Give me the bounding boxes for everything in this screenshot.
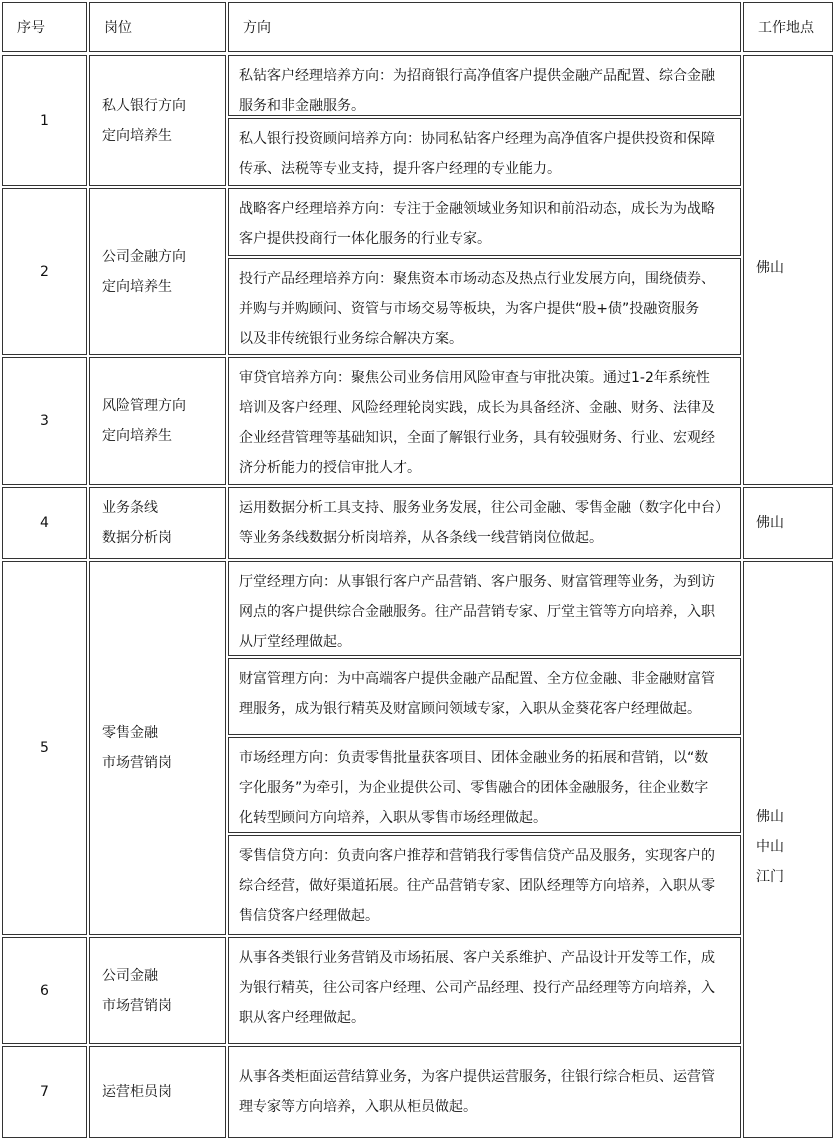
direction-cell <box>228 737 741 833</box>
seq-cell <box>2 188 87 355</box>
position-line: 公司金融 <box>102 967 158 984</box>
seq-cell <box>2 55 87 186</box>
direction-line: 从事各类银行业务营销及市场拓展、客户关系维护、产品设计开发等工作，成 <box>239 950 715 966</box>
direction-cell <box>228 258 741 355</box>
position-line: 公司金融方向 <box>102 248 186 265</box>
seq-value: 4 <box>40 515 49 531</box>
seq-value: 3 <box>40 413 49 429</box>
direction-line: 等业务条线数据分析岗培养，从各条线一线营销岗位做起。 <box>239 530 603 546</box>
position-line: 运营柜员岗 <box>102 1084 172 1100</box>
location-value: 佛山 <box>756 260 784 276</box>
seq-cell <box>2 937 87 1044</box>
position-line: 定向培养生 <box>102 127 172 144</box>
direction-line: 市场经理方向：负责零售批量获客项目、团体金融业务的拓展和营销，以“数 <box>239 750 709 766</box>
header-seq-label: 序号 <box>17 20 45 36</box>
direction-line: 培训及客户经理、风险经理轮岗实践，成长为具备经济、金融、财务、法律及 <box>239 400 715 416</box>
direction-line: 职从客户经理做起。 <box>239 1010 365 1026</box>
direction-cell <box>228 658 741 735</box>
direction-cell <box>228 937 741 1044</box>
header-direction <box>228 2 741 52</box>
position-line: 零售金融 <box>102 725 158 741</box>
position-cell <box>89 1046 226 1138</box>
direction-line: 审贷官培养方向：聚焦公司业务信用风险审查与审批决策。通过1-2年系统性 <box>239 370 710 386</box>
direction-line: 企业经营管理等基础知识，全面了解银行业务，具有较强财务、行业、宏观经 <box>239 430 715 446</box>
header-location <box>743 2 833 52</box>
position-cell <box>89 937 226 1044</box>
direction-line: 济分析能力的授信审批人才。 <box>239 460 421 476</box>
direction-line: 网点的客户提供综合金融服务。往产品营销专家、厅堂主管等方向培养，入职 <box>239 604 715 620</box>
direction-line: 客户提供投商行一体化服务的行业专家。 <box>239 231 491 247</box>
direction-line: 综合经营，做好渠道拓展。往产品营销专家、团队经理等方向培养，入职从零 <box>239 878 715 894</box>
location-value: 江门 <box>756 869 784 885</box>
header-seq <box>2 2 87 52</box>
direction-line: 售信贷客户经理做起。 <box>239 908 379 924</box>
position-line: 市场营销岗 <box>102 997 172 1014</box>
position-line: 市场营销岗 <box>102 755 172 771</box>
direction-line: 字化服务”为牵引，为企业提供公司、零售融合的团体金融服务，往企业数字 <box>239 780 709 796</box>
seq-cell <box>2 357 87 485</box>
location-cell <box>743 561 833 1138</box>
direction-line: 并购与并购顾问、资管与市场交易等板块，为客户提供“股+债”投融资服务 <box>239 301 700 317</box>
direction-line: 运用数据分析工具支持、服务业务发展，往公司金融、零售金融（数字化中台） <box>239 500 729 516</box>
location-value: 佛山 <box>756 515 784 531</box>
position-cell <box>89 561 226 935</box>
direction-cell <box>228 357 741 485</box>
header-location-label: 工作地点 <box>758 20 814 36</box>
seq-cell <box>2 487 87 559</box>
direction-line: 以及非传统银行业务综合解决方案。 <box>239 331 463 347</box>
position-cell <box>89 55 226 186</box>
direction-line: 从事各类柜面运营结算业务，为客户提供运营服务，往银行综合柜员、运营管 <box>239 1069 715 1085</box>
header-position <box>89 2 226 52</box>
direction-line: 理专家等方向培养，入职从柜员做起。 <box>239 1099 477 1115</box>
direction-cell <box>228 487 741 559</box>
direction-line: 零售信贷方向：负责向客户推荐和营销我行零售信贷产品及服务，实现客户的 <box>239 848 715 864</box>
position-line: 业务条线 <box>102 500 158 516</box>
direction-cell <box>228 835 741 935</box>
direction-line: 从厅堂经理做起。 <box>239 634 351 650</box>
direction-line: 服务和非金融服务。 <box>239 98 365 114</box>
location-value: 中山 <box>756 839 784 855</box>
seq-value: 2 <box>40 263 49 280</box>
direction-line: 为银行精英，往公司客户经理、公司产品经理、投行产品经理等方向培养，入 <box>239 980 715 996</box>
seq-cell <box>2 1046 87 1138</box>
location-cell <box>743 487 833 559</box>
direction-cell <box>228 561 741 656</box>
direction-cell <box>228 55 741 116</box>
seq-value: 1 <box>40 112 49 129</box>
seq-value: 7 <box>40 1084 49 1100</box>
position-line: 定向培养生 <box>102 278 172 295</box>
direction-line: 厅堂经理方向：从事银行客户产品营销、客户服务、财富管理等业务，为到访 <box>239 574 715 590</box>
direction-cell <box>228 1046 741 1138</box>
position-cell <box>89 487 226 559</box>
direction-line: 理服务，成为银行精英及财富顾问领域专家，入职从金葵花客户经理做起。 <box>239 701 701 717</box>
direction-cell <box>228 188 741 256</box>
direction-line: 私钻客户经理培养方向：为招商银行高净值客户提供金融产品配置、综合金融 <box>239 68 715 84</box>
seq-value: 6 <box>40 982 49 999</box>
seq-cell <box>2 561 87 935</box>
seq-value: 5 <box>40 740 49 756</box>
direction-cell <box>228 118 741 186</box>
direction-line: 私人银行投资顾问培养方向：协同私钻客户经理为高净值客户提供投资和保障 <box>239 131 715 147</box>
position-line: 定向培养生 <box>102 428 172 444</box>
position-line: 风险管理方向 <box>102 398 186 414</box>
location-cell <box>743 55 833 485</box>
header-position-label: 岗位 <box>104 20 132 36</box>
position-line: 私人银行方向 <box>102 97 186 114</box>
direction-line: 战略客户经理培养方向：专注于金融领域业务知识和前沿动态，成长为为战略 <box>239 201 715 217</box>
position-line: 数据分析岗 <box>102 530 172 546</box>
location-value: 佛山 <box>756 809 784 825</box>
direction-line: 化转型顾问方向培养，入职从零售市场经理做起。 <box>239 810 547 826</box>
direction-line: 投行产品经理培养方向：聚焦资本市场动态及热点行业发展方向，围绕债券、 <box>239 271 715 287</box>
direction-line: 传承、法税等专业支持，提升客户经理的专业能力。 <box>239 161 561 177</box>
position-cell <box>89 357 226 485</box>
position-cell <box>89 188 226 355</box>
header-direction-label: 方向 <box>243 20 271 36</box>
direction-line: 财富管理方向：为中高端客户提供金融产品配置、全方位金融、非金融财富管 <box>239 671 715 687</box>
